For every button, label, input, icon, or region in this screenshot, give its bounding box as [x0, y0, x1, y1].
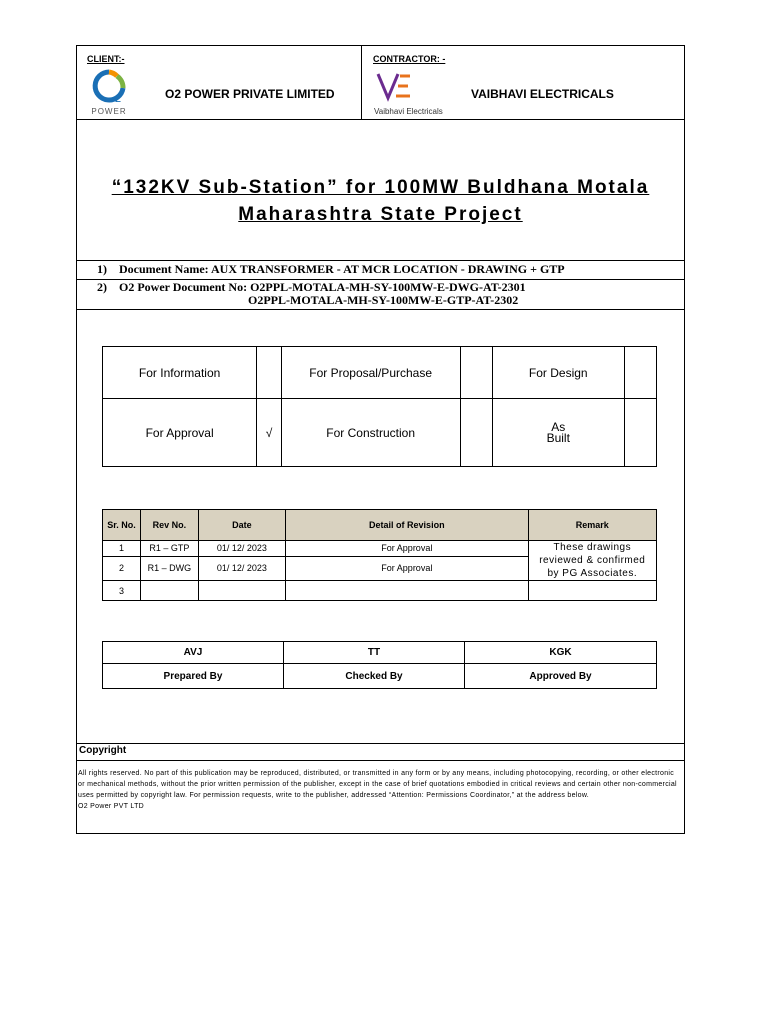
purpose-table: [102, 346, 657, 467]
copyright-footer: O2 Power PVT LTD: [78, 803, 145, 810]
as-built-line-2: Built: [546, 430, 570, 445]
for-design-label: For Design: [492, 347, 624, 399]
document-sheet: [76, 45, 685, 834]
header-divider: [361, 46, 362, 119]
project-title: [77, 174, 684, 228]
rev-no-cell: R1 – DWG: [141, 556, 199, 580]
col-detail: Detail of Revision: [286, 510, 529, 541]
for-proposal-check: [460, 347, 492, 399]
approved-initials: KGK: [465, 642, 657, 664]
sr-no-cell: 1: [103, 541, 141, 557]
remark-cell-empty: [528, 581, 656, 601]
contractor-name: VAIBHAVI ELECTRICALS: [471, 87, 614, 101]
document-number: O2 Power Document No: O2PPL-MOTALA-MH-SY-100MW-E-DWG-AT-2301: [119, 280, 526, 294]
col-date: Date: [198, 510, 285, 541]
title-line-1: “132KV Sub-Station” for 100MW Buldhana Motala: [111, 177, 650, 198]
detail-cell: For Approval: [286, 541, 529, 557]
date-cell: [198, 581, 285, 601]
approved-by-label: Approved By: [465, 664, 657, 689]
client-name: O2 POWER PRIVATE LIMITED: [165, 87, 335, 101]
prepared-initials: AVJ: [103, 642, 284, 664]
table-row: [103, 541, 657, 557]
title-line-2: Maharashtra State Project: [238, 204, 523, 225]
o2-logo-text: POWER: [91, 107, 127, 116]
item-1-number: 1): [97, 262, 107, 276]
revision-table: [102, 509, 657, 601]
prepared-by-label: Prepared By: [103, 664, 284, 689]
as-built-check: [624, 399, 656, 467]
detail-cell: For Approval: [286, 556, 529, 580]
for-approval-label: For Approval: [103, 399, 257, 467]
svg-text:2: 2: [115, 93, 122, 104]
for-information-label: For Information: [103, 347, 257, 399]
copyright-notice: [78, 768, 682, 812]
checked-by-label: Checked By: [284, 664, 465, 689]
o2-power-logo: [87, 68, 131, 114]
rev-no-cell: R1 – GTP: [141, 541, 199, 557]
for-proposal-label: For Proposal/Purchase: [281, 347, 460, 399]
remark-cell: These drawings reviewed & confirmed by PG Associates.: [528, 541, 656, 581]
sr-no-cell: 2: [103, 556, 141, 580]
vaibhavi-electricals-logo: [374, 72, 458, 118]
for-construction-label: For Construction: [281, 399, 460, 467]
client-label: CLIENT:-: [87, 54, 125, 64]
as-built-label: [492, 399, 624, 467]
for-information-check: [257, 347, 282, 399]
col-rev-no: Rev No.: [141, 510, 199, 541]
as-built-line-1: As: [551, 419, 566, 434]
detail-cell: [286, 581, 529, 601]
item-2-number: 2): [97, 280, 107, 294]
for-design-check: [624, 347, 656, 399]
copyright-text: All rights reserved. No part of this publication may be reproduced, distributed, or transmitted in any form or by any means, including photocopying, recording, or other electronic or mechanical methods, without the prior written permission of the publisher, except in the case of brief quotations embodied in critical reviews and certain other non-commercial uses permitted by copyright law. For permission requests, write to the publisher, addressed “Attention: Permissions Coordinator,” at the address below.: [78, 770, 677, 799]
copyright-heading: Copyright: [77, 743, 684, 761]
rev-no-cell: [141, 581, 199, 601]
document-name-row: [77, 260, 684, 280]
for-construction-check: [460, 399, 492, 467]
vaibhavi-logo-text: Vaibhavi Electricals: [374, 107, 443, 116]
date-cell: 01/ 12/ 2023: [198, 541, 285, 557]
checked-initials: TT: [284, 642, 465, 664]
table-row: [103, 581, 657, 601]
contractor-label: CONTRACTOR: -: [373, 54, 446, 64]
document-number-continued: O2PPL-MOTALA-MH-SY-100MW-E-GTP-AT-2302: [248, 293, 519, 307]
document-name: Document Name: AUX TRANSFORMER - AT MCR LOCATION - DRAWING + GTP: [119, 262, 565, 276]
col-remark: Remark: [528, 510, 656, 541]
col-sr-no: Sr. No.: [103, 510, 141, 541]
title-box: [77, 119, 684, 261]
document-number-row: [77, 279, 684, 310]
signature-table: [102, 641, 657, 689]
for-approval-check: √: [257, 399, 282, 467]
header: [77, 46, 684, 120]
sr-no-cell: 3: [103, 581, 141, 601]
date-cell: 01/ 12/ 2023: [198, 556, 285, 580]
